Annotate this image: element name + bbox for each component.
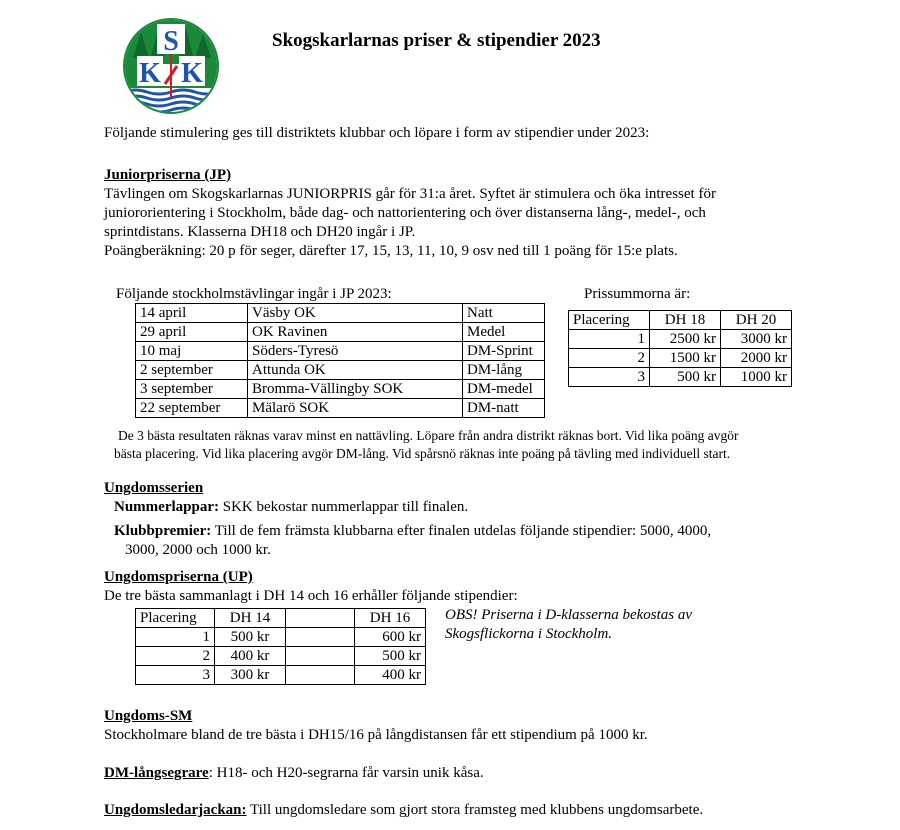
up-obs-2: Skogsflickorna i Stockholm. xyxy=(445,626,613,642)
race-row xyxy=(136,304,545,323)
us-nummer-text: SKK bekostar nummerlappar till finalen. xyxy=(219,499,469,515)
up-header: DH 16 xyxy=(355,609,426,628)
up-place: 1 xyxy=(136,628,215,647)
race-date: 2 september xyxy=(136,361,248,380)
up-dh14: 300 kr xyxy=(215,666,286,685)
jp-line-3: sprintdistans. Klasserna DH18 och DH20 ingår i JP. xyxy=(104,224,416,240)
usm-text: Stockholmare bland de tre bästa i DH15/16 på långdistansen får ett stipendium på 1000 kr. xyxy=(104,727,648,743)
logo-letter-s: S xyxy=(163,26,179,57)
prize-place: 2 xyxy=(569,349,650,368)
race-club: Attunda OK xyxy=(248,361,463,380)
ul-text: Till ungdomsledare som gjort stora framsteg med klubbens ungdomsarbete. xyxy=(246,802,704,818)
up-dh16: 400 kr xyxy=(355,666,426,685)
race-type: DM-medel xyxy=(463,380,545,399)
up-heading: Ungdomspriserna (UP) xyxy=(104,569,253,585)
prize-header-row xyxy=(569,311,792,330)
up-place: 2 xyxy=(136,647,215,666)
prize-header: DH 20 xyxy=(721,311,792,330)
ul-label: Ungdomsledarjackan: xyxy=(104,802,247,818)
race-type: Medel xyxy=(463,323,545,342)
dm-label: DM-långsegrare xyxy=(104,765,209,781)
race-type: DM-natt xyxy=(463,399,545,418)
races-label: Följande stockholmstävlingar ingår i JP 2023: xyxy=(116,286,392,302)
up-text: De tre bästa sammanlagt i DH 14 och 16 erhåller följande stipendier: xyxy=(104,588,518,604)
up-row xyxy=(136,628,426,647)
race-club: Bromma-Vällingby SOK xyxy=(248,380,463,399)
up-table xyxy=(135,608,426,685)
skk-logo xyxy=(123,18,219,114)
us-klubb-text: Till de fem främsta klubbarna efter finalen utdelas följande stipendier: 5000, 4000, xyxy=(211,523,712,539)
jp-heading: Juniorpriserna (JP) xyxy=(104,167,232,183)
us-heading: Ungdomsserien xyxy=(104,480,204,496)
us-nummer xyxy=(114,498,468,517)
race-date: 22 september xyxy=(136,399,248,418)
us-klubb xyxy=(114,522,711,541)
up-dh16: 600 kr xyxy=(355,628,426,647)
up-dh14: 500 kr xyxy=(215,628,286,647)
race-date: 14 april xyxy=(136,304,248,323)
races-table xyxy=(135,303,545,418)
up-dh14: 400 kr xyxy=(215,647,286,666)
up-header-row xyxy=(136,609,426,628)
prize-dh20: 1000 kr xyxy=(721,368,792,387)
prize-row xyxy=(569,330,792,349)
prize-place: 3 xyxy=(569,368,650,387)
up-gap xyxy=(286,647,355,666)
prize-label: Prissummorna är: xyxy=(584,286,691,302)
up-dh16: 500 kr xyxy=(355,647,426,666)
race-date: 10 maj xyxy=(136,342,248,361)
race-row xyxy=(136,361,545,380)
dm-line xyxy=(104,764,484,783)
page-title: Skogskarlarnas priser & stipendier 2023 xyxy=(272,30,601,51)
jp-note-2: bästa placering. Vid lika placering avgör DM-lång. Vid spårsnö räknas inte poäng på tävling med individuell start. xyxy=(114,446,731,461)
race-club: OK Ravinen xyxy=(248,323,463,342)
dm-text: : H18- och H20-segrarna får varsin unik kåsa. xyxy=(208,765,484,781)
up-header: DH 14 xyxy=(215,609,286,628)
race-row xyxy=(136,342,545,361)
prize-row xyxy=(569,368,792,387)
up-header: Placering xyxy=(136,609,215,628)
intro-text: Följande stimulering ges till distriktets klubbar och löpare i form av stipendier under 2023: xyxy=(104,125,650,141)
jp-line-1: Tävlingen om Skogskarlarnas JUNIORPRIS går för 31:a året. Syftet är stimulera och öka intresset för xyxy=(104,186,716,202)
ul-line xyxy=(104,801,703,820)
race-date: 3 september xyxy=(136,380,248,399)
logo-letter-k-right: K xyxy=(181,58,203,89)
prize-dh18: 500 kr xyxy=(650,368,721,387)
race-type: DM-lång xyxy=(463,361,545,380)
up-row xyxy=(136,647,426,666)
race-club: Söders-Tyresö xyxy=(248,342,463,361)
prize-header: DH 18 xyxy=(650,311,721,330)
jp-line-4: Poängberäkning: 20 p för seger, därefter 17, 15, 13, 11, 10, 9 osv ned till 1 poäng för 15:e plats. xyxy=(104,243,678,259)
prize-dh20: 3000 kr xyxy=(721,330,792,349)
race-club: Väsby OK xyxy=(248,304,463,323)
prize-place: 1 xyxy=(569,330,650,349)
prize-header: Placering xyxy=(569,311,650,330)
prize-dh18: 2500 kr xyxy=(650,330,721,349)
race-row xyxy=(136,399,545,418)
us-nummer-label: Nummerlappar: xyxy=(114,499,219,515)
us-klubb-label: Klubbpremier: xyxy=(114,523,212,539)
prize-dh18: 1500 kr xyxy=(650,349,721,368)
jp-line-2: juniororientering i Stockholm, både dag- och nattorientering och över distanserna lång-, medel-, och xyxy=(104,205,706,221)
race-row xyxy=(136,323,545,342)
up-obs-1: OBS! Priserna i D-klasserna bekostas av xyxy=(445,607,693,623)
race-type: Natt xyxy=(463,304,545,323)
up-place: 3 xyxy=(136,666,215,685)
prize-dh20: 2000 kr xyxy=(721,349,792,368)
race-type: DM-Sprint xyxy=(463,342,545,361)
race-club: Mälarö SOK xyxy=(248,399,463,418)
up-gap xyxy=(286,628,355,647)
us-klubb-cont: 3000, 2000 och 1000 kr. xyxy=(125,542,271,558)
jp-note-1: De 3 bästa resultaten räknas varav minst en nattävling. Löpare från andra distrikt räknas bort. Vid lika poäng avgör xyxy=(118,428,739,443)
up-header xyxy=(286,609,355,628)
prize-row xyxy=(569,349,792,368)
race-row xyxy=(136,380,545,399)
prize-table xyxy=(568,310,792,387)
race-date: 29 april xyxy=(136,323,248,342)
up-gap xyxy=(286,666,355,685)
up-row xyxy=(136,666,426,685)
usm-heading: Ungdoms-SM xyxy=(104,708,193,724)
logo-letter-k-left: K xyxy=(139,58,161,89)
